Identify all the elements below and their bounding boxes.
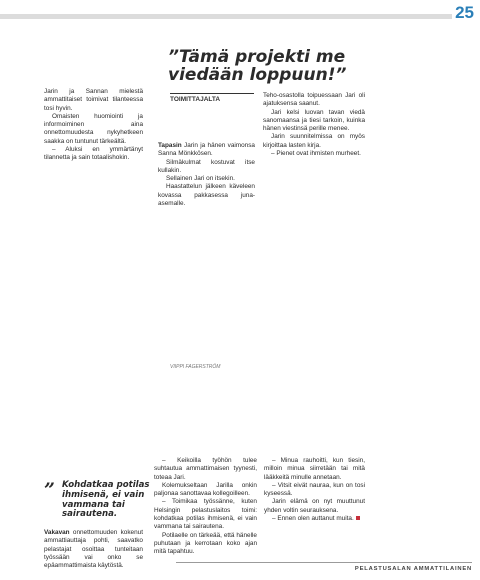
photo-credit: VIIPPI FAGERSTRÖM bbox=[170, 364, 221, 370]
paragraph bbox=[158, 142, 255, 159]
article-byline: TOIMITTAJALTA bbox=[170, 93, 254, 103]
end-mark-icon bbox=[356, 516, 360, 520]
paragraph: – Pienet ovat ihmisten murheet. bbox=[271, 150, 361, 158]
paragraph: Potilaelle on tärkeää, että hänelle puhutaan ja kerrotaan koko ajan mitä tapahtuu. bbox=[154, 531, 257, 556]
paragraph: Jari kelsi luovan tavan viedä sanomaansa ja tiesi tarkoin, kuinka hänen viestinsä perille menee. bbox=[263, 108, 365, 133]
paragraph-text: onnettomuuden kokenut ammattiauttaja pohti, saavatko pelastajat osoittaa tunteitaan työssään vai onko se epäammattimaista käytöstä. bbox=[44, 529, 143, 570]
quote-mark-icon: ” bbox=[44, 479, 55, 501]
paragraph: Jarin suunnitelmissa on myös kirjoittaa lasten kirja. bbox=[263, 133, 365, 149]
column-1-bottom bbox=[44, 529, 143, 570]
paragraph-text: Jarin ja hänen vaimonsa Sanna Mönkkösen. bbox=[158, 142, 255, 158]
paragraph: Jarin ja Sannan mielestä ammattitaiset toimivat tilanteessa tosi hyvin. bbox=[44, 88, 143, 112]
paragraph bbox=[44, 529, 143, 570]
column-3 bbox=[263, 92, 365, 158]
paragraph: – Toimikaa työssänne, kuten Helsingin pelastuslaitos toimi: kohdatkaa potilas ihmisenä, ei vain vammana tai sairautena. bbox=[154, 498, 257, 531]
page-footer: PELASTUSALAN AMMATTILAINEN bbox=[176, 562, 472, 572]
paragraph: Jarin elämä on nyt muuttunut yhden voltin seurauksena. bbox=[264, 498, 365, 514]
top-rule bbox=[0, 14, 452, 19]
paragraph: – Vitsit eivät nauraa, kun on tosi kyseessä. bbox=[264, 481, 365, 498]
paragraph: Teho-osastolla toipuessaan Jari oli ajatuksensa saanut. bbox=[263, 92, 365, 108]
paragraph: – Aluksi en ymmärtänyt tilannetta ja sain totaalishokin. bbox=[44, 146, 143, 162]
paragraph: – Minua rauhoitti, kun tiesin, milloin minua siirretään tai mitä lääkkeitä minulle annetaan. bbox=[264, 457, 365, 481]
paragraph: Haastattelun jälkeen käveleen kovassa pakkasessa juna-asemalle. bbox=[158, 183, 255, 208]
paragraph: Omaisten huomiointi ja informoiminen aina onnettomuudesta nykyhetkeen saakka on tuntunut tärkeältä. bbox=[44, 112, 143, 145]
article-headline: ”Tämä projekti me viedään loppuun!” bbox=[168, 47, 347, 85]
column-2-bottom bbox=[154, 457, 257, 557]
pullquote-text: Kohdatkaa potilas ihmisenä, ei vain vammana tai sairautena. bbox=[62, 480, 150, 520]
paragraph bbox=[264, 515, 365, 523]
paragraph: Sellainen Jari on itsekin. bbox=[166, 175, 235, 183]
column-4 bbox=[264, 457, 365, 523]
page-number: 25 bbox=[455, 3, 474, 22]
paragraph: Silmäkulmat kostuvat itse kullakin. bbox=[158, 158, 255, 174]
column-1 bbox=[44, 88, 143, 163]
column-2 bbox=[158, 142, 255, 208]
paragraph: – Keikoilla työhön tulee suhtautua ammattimaisen tyynesti, toteaa Jari. bbox=[154, 457, 257, 481]
paragraph-lead: Tapasin bbox=[158, 142, 182, 149]
pullquote bbox=[46, 481, 158, 520]
paragraph-lead: Vakavan bbox=[44, 529, 70, 536]
paragraph-text: – Ennen olen auttanut muita. bbox=[272, 515, 354, 523]
paragraph: Kolemukseltaan Jarilla onkin paljonaa sanottavaa kollegoilleen. bbox=[154, 481, 257, 498]
